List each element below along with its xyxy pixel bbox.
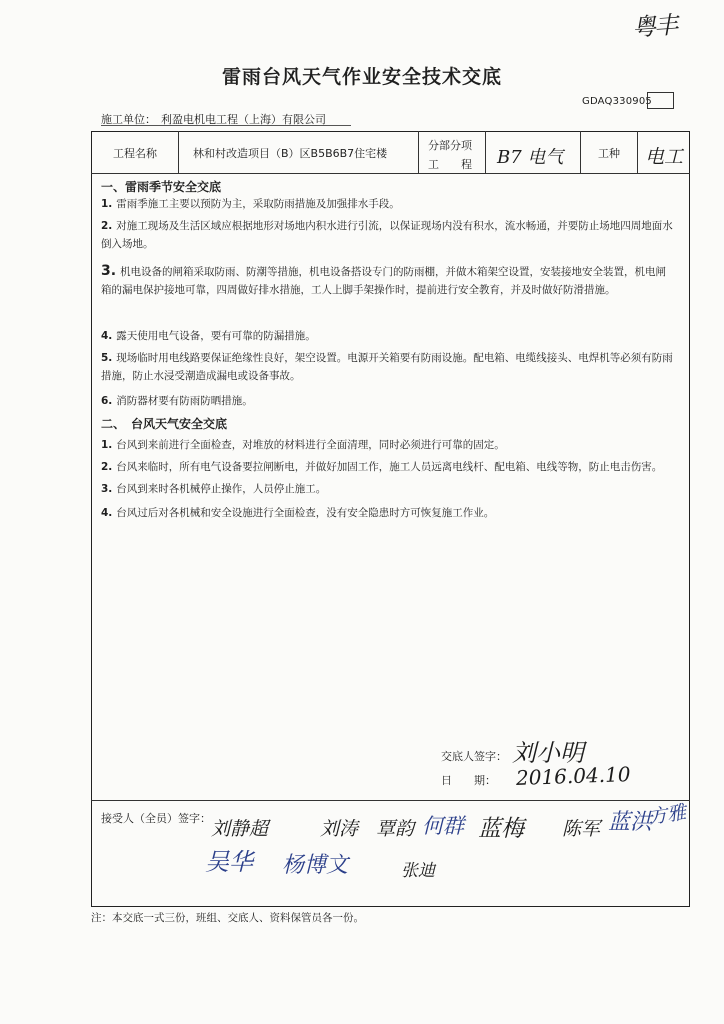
receiver-signature: 陈军 [562,818,601,840]
presenter-signature-label: 交底人签字： [441,750,507,763]
receiver-signature: 蓝洪 [608,810,653,835]
sub-project-label: 分部分项 [428,139,472,152]
header-col-divider [418,131,419,173]
item-text: 台风来临时，所有电气设备要拉闸断电，并做好加固工作，施工人员远离电线杆、配电箱、电线等物，防止电击伤害。 [116,461,663,473]
list-item [101,504,676,522]
document-code: GDAQ330905 [582,96,652,107]
list-item [101,349,676,385]
item-text: 台风到来前进行全面检查，对堆放的材料进行全面清理，同时必须进行可靠的固定。 [116,439,505,451]
item-text: 现场临时用电线路要保证绝缘性良好，架空设置。电源开关箱要有防雨设施。配电箱、电缆线接头、电焊机等必须有防雨措施，防止水浸受潮造成漏电或设备事故。 [101,352,673,382]
list-item [101,392,676,410]
construction-unit-label: 施工单位： [101,113,156,126]
date-label: 日 期： [441,774,496,787]
header-row-divider [91,173,690,174]
item-number: 3. [101,263,117,279]
construction-unit-value: 利盈电机电工程（上海）有限公司 [161,113,326,126]
trade-label: 工种 [598,147,620,160]
receiver-signature: 何群 [422,814,464,838]
item-number: 4. [101,330,113,342]
construction-unit-underline [101,125,351,126]
receiver-signature: 刘涛 [320,818,359,840]
project-name-label: 工程名称 [113,147,157,160]
item-number: 5. [101,352,113,364]
receiver-signature: 覃韵 [376,818,415,840]
sub-project-label-2: 工 程 [428,158,472,171]
list-item [101,436,676,454]
section-heading-thunderstorm: 一、雷雨季节安全交底 [101,180,222,194]
page-title: 雷雨台风天气作业安全技术交底 [221,66,502,88]
item-text: 露天使用电气设备，要有可靠的防漏措施。 [116,330,316,342]
section-heading-typhoon: 二、 台风天气安全交底 [101,417,228,431]
item-number: 6. [101,395,113,407]
item-number: 2. [101,220,113,232]
item-text: 雷雨季施工主要以预防为主，采取防雨措施及加强排水手段。 [116,198,400,210]
item-number: 4. [101,507,113,519]
header-col-divider [178,131,179,173]
receiver-signature: 刘静超 [211,818,269,840]
receiver-signature: 吴华 [205,848,253,876]
item-text: 对施工现场及生活区域应根据地形对场地内积水进行引流，以保证现场内没有积水，流水畅通，并要防止场地四周地面水倒入场地。 [101,220,673,250]
header-col-divider [637,131,638,173]
list-item [101,217,676,253]
document-code-box [647,92,674,109]
item-number: 1. [101,198,113,210]
presenter-signature: 刘小明 [512,739,584,767]
sub-project-value: B7 电气 [497,147,564,168]
trade-value: 电工 [645,146,684,168]
corner-handwritten-mark: 粤丰 [631,10,678,42]
list-item [101,458,676,476]
item-number: 2. [101,461,113,473]
date-value: 2016.04.10 [515,762,631,790]
item-number: 1. [101,439,113,451]
receiver-signature: 蓝梅 [478,816,524,842]
list-item [101,327,676,345]
list-item [101,195,676,213]
header-col-divider [485,131,486,173]
item-number: 3. [101,483,113,495]
item-text: 消防器材要有防雨防晒措施。 [116,395,253,407]
project-name-value: 林和村改造项目（B）区B5B6B7住宅楼 [193,147,388,160]
item-text: 机电设备的闸箱采取防雨、防潮等措施，机电设备搭设专门的防雨棚，并做木箱架空设置，安装接地安全装置，机电闸箱的漏电保护接地可靠，四周做好排水措施，工人上脚手架操作时，提前进行安全教育，并及时做好防滑措施。 [101,266,667,296]
header-col-divider [580,131,581,173]
item-text: 台风到来时各机械停止操作，人员停止施工。 [116,483,327,495]
receiver-signature: 方雅 [646,801,688,829]
receivers-label: 接受人（全员）签字： [101,812,211,825]
list-item [101,262,676,299]
receiver-signature: 张迪 [401,861,435,881]
footnote: 注：本交底一式三份，班组、交底人、资料保管员各一份。 [91,912,364,924]
receiver-signature: 杨博文 [282,853,349,878]
list-item [101,480,676,498]
item-text: 台风过后对各机械和安全设施进行全面检查，没有安全隐患时方可恢复施工作业。 [116,507,495,519]
receivers-divider [91,800,690,801]
